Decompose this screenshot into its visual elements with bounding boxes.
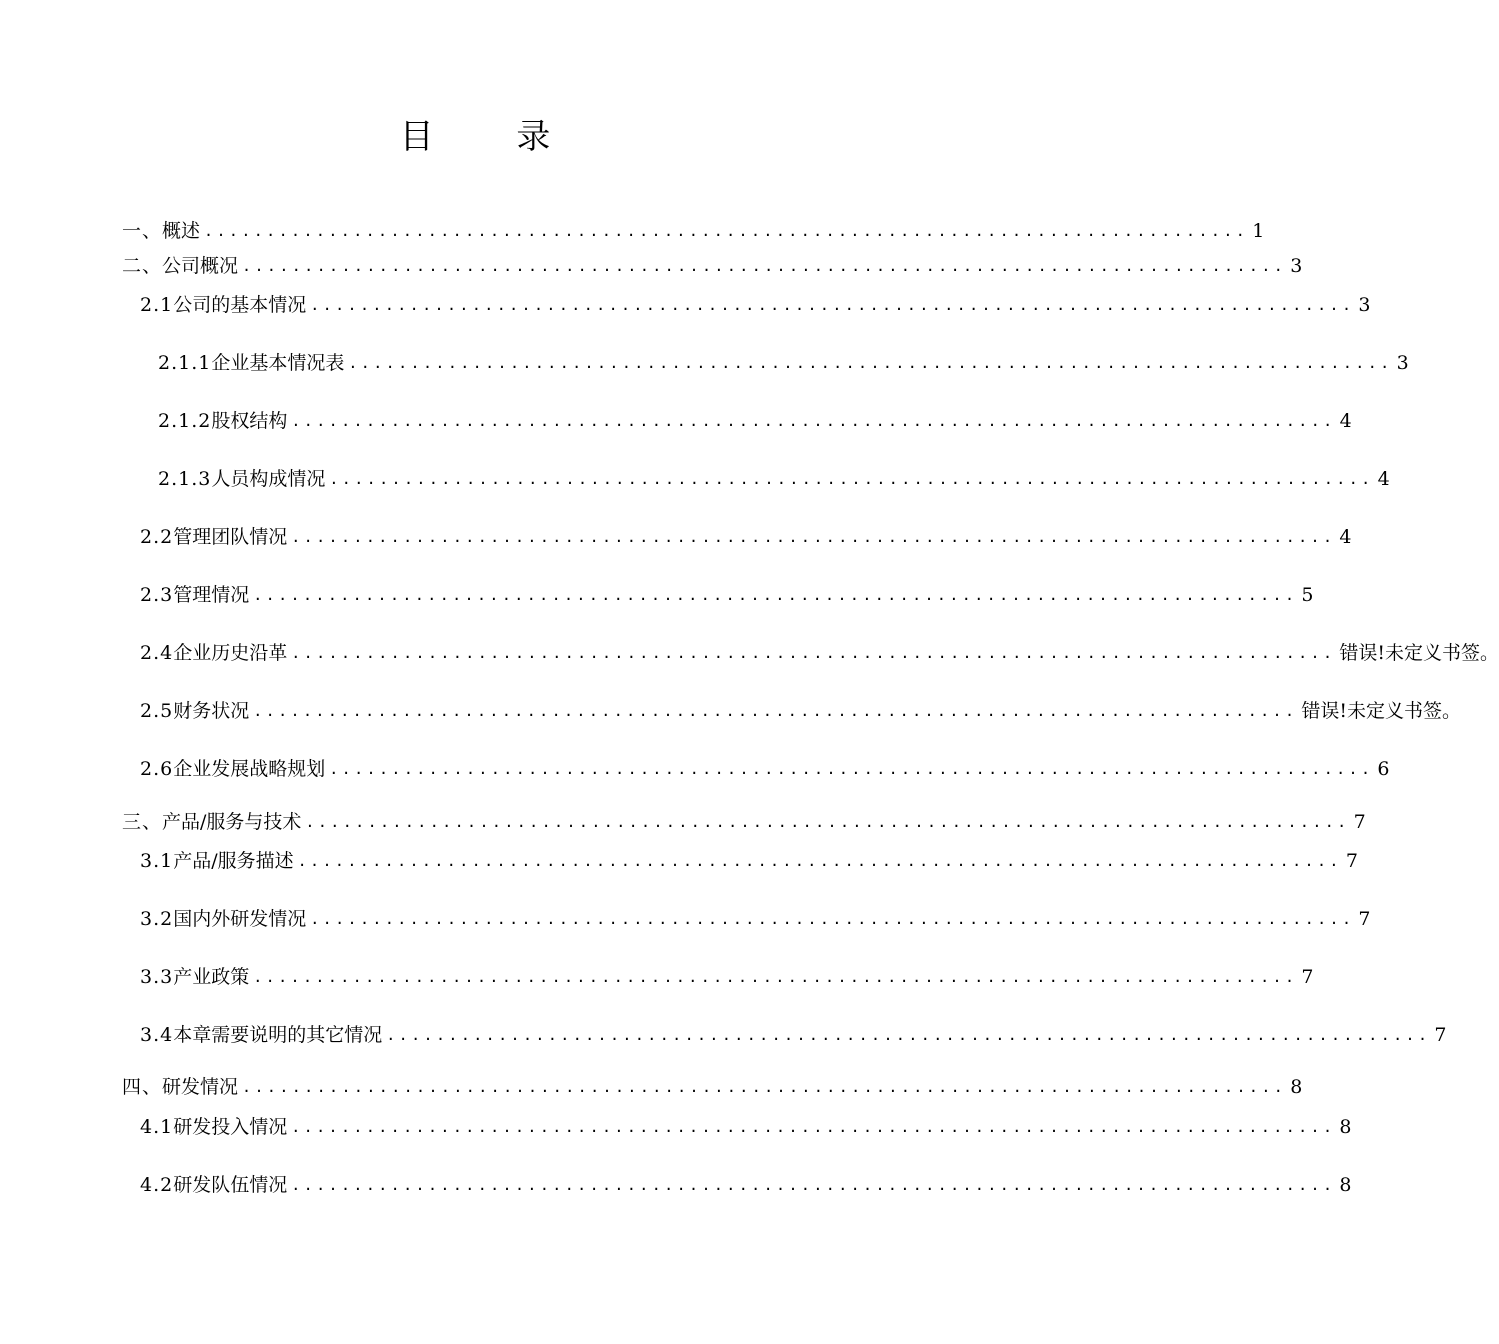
toc-dot-leader: .................................................................................... bbox=[291, 528, 1336, 546]
toc-dot-leader: .................................................................................... bbox=[297, 852, 1342, 870]
toc-dot-leader: .................................................................................... bbox=[253, 586, 1298, 604]
toc-entry-page: 7 bbox=[1345, 850, 1358, 872]
toc-entry-number: 4.2 bbox=[140, 1174, 174, 1196]
toc-entry-number: 3.4 bbox=[140, 1024, 174, 1046]
toc-entry-2-1-1[interactable] bbox=[158, 348, 1409, 378]
toc-entry-title: 本章需要说明的其它情况 bbox=[173, 1024, 383, 1046]
toc-dot-leader: .................................................................................... bbox=[291, 1176, 1336, 1194]
toc-dot-leader: .................................................................................... bbox=[305, 813, 1350, 831]
toc-entry-3-2[interactable] bbox=[140, 904, 1371, 934]
toc-entry-page: 8 bbox=[1290, 1076, 1303, 1098]
toc-entry-number: 4.1 bbox=[140, 1116, 174, 1138]
toc-dot-leader: .................................................................................... bbox=[242, 257, 1287, 275]
toc-entry-number: 2.3 bbox=[140, 584, 174, 606]
toc-entry-2-1[interactable] bbox=[140, 290, 1371, 320]
toc-entry-number: 3.1 bbox=[140, 850, 174, 872]
toc-entry-2-2[interactable] bbox=[140, 522, 1352, 552]
toc-dot-leader: .................................................................................... bbox=[310, 296, 1355, 314]
toc-entry-page: 7 bbox=[1358, 908, 1371, 930]
toc-entry-page: 8 bbox=[1339, 1174, 1352, 1196]
toc-entry-company-overview[interactable] bbox=[122, 251, 1303, 281]
toc-entry-number: 3.2 bbox=[140, 908, 174, 930]
toc-entry-title: 研发队伍情况 bbox=[173, 1174, 288, 1196]
toc-entry-2-1-2[interactable] bbox=[158, 406, 1352, 436]
toc-entry-number: 2.1.2 bbox=[158, 410, 212, 432]
toc-entry-2-4[interactable] bbox=[140, 638, 1499, 668]
toc-entry-number: 三、 bbox=[122, 811, 163, 833]
toc-entry-2-3[interactable] bbox=[140, 580, 1314, 610]
toc-entry-title: 国内外研发情况 bbox=[173, 908, 307, 930]
toc-entry-page: 3 bbox=[1358, 294, 1371, 316]
toc-dot-leader: .................................................................................... bbox=[253, 968, 1298, 986]
toc-dot-leader: .................................................................................... bbox=[348, 354, 1393, 372]
toc-dot-leader: .................................................................................... bbox=[329, 760, 1374, 778]
toc-entry-3-3[interactable] bbox=[140, 962, 1314, 992]
toc-entry-title: 研发投入情况 bbox=[173, 1116, 288, 1138]
toc-entry-4-1[interactable] bbox=[140, 1112, 1352, 1142]
toc-entry-number: 2.5 bbox=[140, 700, 174, 722]
toc-dot-leader: .................................................................................... bbox=[386, 1026, 1431, 1044]
toc-entry-title: 企业基本情况表 bbox=[211, 352, 345, 374]
toc-entry-number: 2.4 bbox=[140, 642, 174, 664]
toc-entry-title: 公司概况 bbox=[162, 255, 239, 277]
toc-entry-page-error: 错误!未定义书签。 bbox=[1301, 700, 1462, 722]
toc-entry-page: 8 bbox=[1339, 1116, 1352, 1138]
toc-entry-title: 概述 bbox=[162, 220, 201, 242]
toc-entry-number: 3.3 bbox=[140, 966, 174, 988]
toc-entry-page: 1 bbox=[1252, 220, 1265, 242]
toc-entry-number: 四、 bbox=[122, 1076, 163, 1098]
toc-entry-title: 财务状况 bbox=[173, 700, 250, 722]
toc-entry-number: 二、 bbox=[122, 255, 163, 277]
toc-entry-2-1-3[interactable] bbox=[158, 464, 1390, 494]
toc-entry-number: 2.6 bbox=[140, 758, 174, 780]
toc-entry-title: 产品/服务与技术 bbox=[162, 811, 302, 833]
toc-entry-number: 2.1.1 bbox=[158, 352, 212, 374]
toc-entry-3-4[interactable] bbox=[140, 1020, 1447, 1050]
toc-entry-2-5[interactable] bbox=[140, 696, 1462, 726]
toc-entry-title: 管理情况 bbox=[173, 584, 250, 606]
toc-dot-leader: .................................................................................... bbox=[204, 222, 1249, 240]
toc-dot-leader: .................................................................................... bbox=[291, 1118, 1336, 1136]
toc-entry-page: 4 bbox=[1339, 410, 1352, 432]
toc-entry-title: 管理团队情况 bbox=[173, 526, 288, 548]
toc-dot-leader: .................................................................................... bbox=[253, 702, 1298, 720]
toc-entry-page: 6 bbox=[1377, 758, 1390, 780]
toc-entry-page: 4 bbox=[1339, 526, 1352, 548]
toc-entry-page: 4 bbox=[1377, 468, 1390, 490]
toc-entry-title: 企业发展战略规划 bbox=[173, 758, 326, 780]
toc-entry-products-services[interactable] bbox=[122, 807, 1366, 837]
toc-dot-leader: .................................................................................... bbox=[291, 644, 1336, 662]
toc-entry-page: 5 bbox=[1301, 584, 1314, 606]
toc-entry-page: 3 bbox=[1290, 255, 1303, 277]
toc-entry-page: 7 bbox=[1301, 966, 1314, 988]
toc-entry-page-error: 错误!未定义书签。 bbox=[1339, 642, 1499, 664]
toc-dot-leader: .................................................................................... bbox=[242, 1078, 1287, 1096]
toc-dot-leader: .................................................................................... bbox=[329, 470, 1374, 488]
toc-entry-title: 研发情况 bbox=[162, 1076, 239, 1098]
toc-entry-page: 7 bbox=[1434, 1024, 1447, 1046]
toc-entry-title: 股权结构 bbox=[211, 410, 288, 432]
toc-entry-page: 7 bbox=[1353, 811, 1366, 833]
toc-entry-2-6[interactable] bbox=[140, 754, 1390, 784]
toc-entry-title: 企业历史沿革 bbox=[173, 642, 288, 664]
toc-entry-title: 产业政策 bbox=[173, 966, 250, 988]
toc-entry-overview[interactable] bbox=[122, 216, 1265, 246]
toc-entry-number: 一、 bbox=[122, 220, 163, 242]
toc-dot-leader: .................................................................................... bbox=[291, 412, 1336, 430]
toc-entry-title: 公司的基本情况 bbox=[173, 294, 307, 316]
page-title: 目 录 bbox=[399, 117, 587, 157]
toc-dot-leader: .................................................................................... bbox=[310, 910, 1355, 928]
toc-entry-4-2[interactable] bbox=[140, 1170, 1352, 1200]
toc-entry-rd[interactable] bbox=[122, 1072, 1303, 1102]
toc-entry-title: 人员构成情况 bbox=[211, 468, 326, 490]
toc-entry-number: 2.1.3 bbox=[158, 468, 212, 490]
toc-entry-title: 产品/服务描述 bbox=[173, 850, 294, 872]
toc-entry-3-1[interactable] bbox=[140, 846, 1358, 876]
toc-entry-page: 3 bbox=[1396, 352, 1409, 374]
toc-entry-number: 2.1 bbox=[140, 294, 174, 316]
toc-entry-number: 2.2 bbox=[140, 526, 174, 548]
